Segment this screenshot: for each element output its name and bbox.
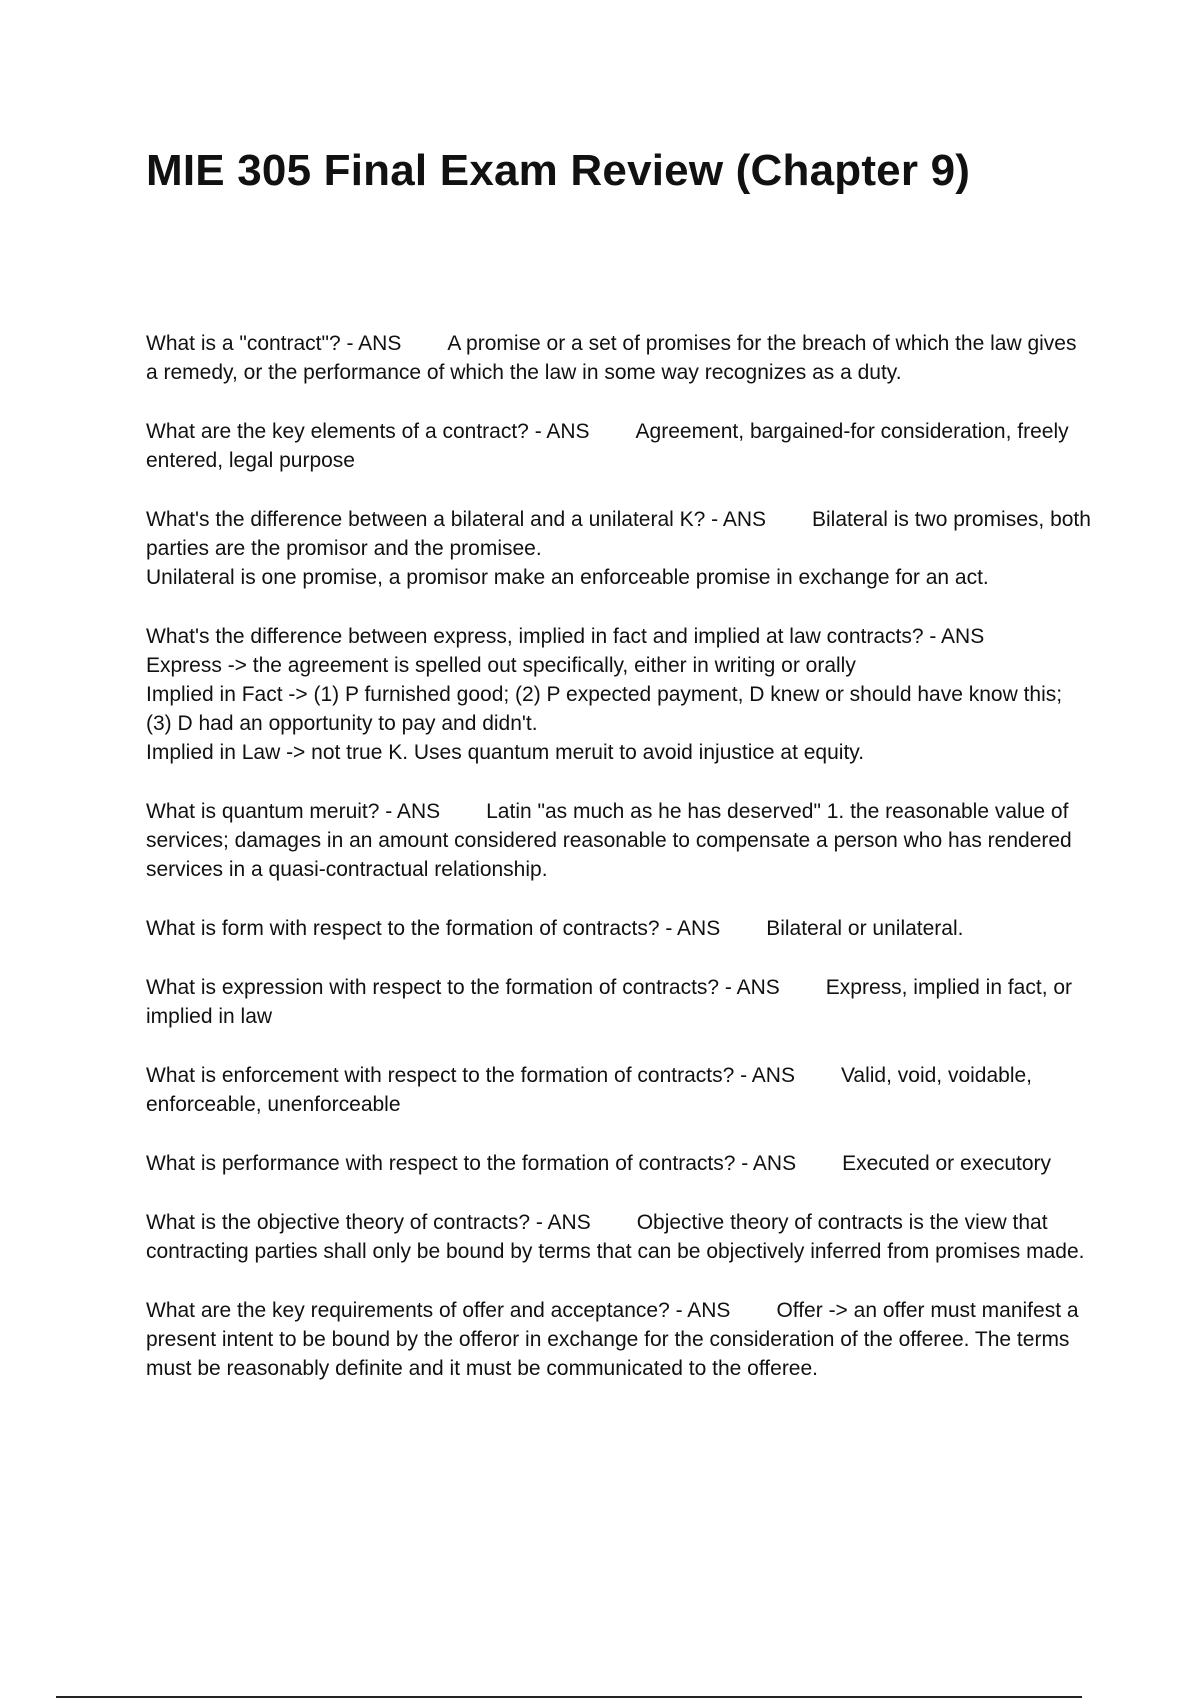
answer-line: Unilateral is one promise, a promisor make an enforceable promise in exchange for an act. [146, 566, 989, 589]
question-text: What is the objective theory of contracts? - ANS [146, 1211, 591, 1234]
qa-item [146, 417, 1091, 475]
question-text: What is enforcement with respect to the formation of contracts? - ANS [146, 1064, 795, 1087]
qa-item [146, 1061, 1091, 1119]
answer-text: Latin "as much as he has deserved" 1. the reasonable value of services; damages in an amount considered reasonable to compensate a person who has rendered services in a quasi-contractual relationship. [146, 800, 1072, 881]
answer-line: Implied in Fact -> (1) P furnished good; (2) P expected payment, D knew or should have know this; (3) D had an opportunity to pay and didn't. [146, 683, 1063, 735]
question-text: What are the key elements of a contract? - ANS [146, 420, 590, 443]
answer-text: A promise or a set of promises for the breach of which the law gives a remedy, or the performance of which the law in some way recognizes as a duty. [146, 332, 1077, 384]
answer-text: Objective theory of contracts is the view that contracting parties shall only be bound by terms that can be objectively inferred from promises made. [146, 1211, 1085, 1263]
answer-text: Bilateral is two promises, both parties are the promisor and the promisee. [146, 508, 1091, 560]
qa-item [146, 1296, 1091, 1383]
answer-text: Bilateral or unilateral. [766, 917, 964, 940]
question-text: What is expression with respect to the formation of contracts? - ANS [146, 976, 780, 999]
qa-item [146, 622, 1091, 767]
qa-item [146, 329, 1091, 387]
question-text: What are the key requirements of offer and acceptance? - ANS [146, 1299, 731, 1322]
question-text: What's the difference between a bilateral and a unilateral K? - ANS [146, 508, 766, 531]
qa-list [146, 329, 1091, 1413]
question-text: What is quantum meruit? - ANS [146, 800, 441, 823]
answer-text: Agreement, bargained-for consideration, freely entered, legal purpose [146, 420, 1069, 472]
answer-line: Implied in Law -> not true K. Uses quantum meruit to avoid injustice at equity. [146, 741, 865, 764]
qa-item [146, 973, 1091, 1031]
question-text: What's the difference between express, implied in fact and implied at law contracts? - ANS [146, 625, 985, 648]
question-text: What is form with respect to the formation of contracts? - ANS [146, 917, 721, 940]
qa-item [146, 1208, 1091, 1266]
qa-item [146, 797, 1091, 884]
qa-item [146, 914, 1091, 943]
answer-line: Express -> the agreement is spelled out specifically, either in writing or orally [146, 654, 856, 677]
question-text: What is a "contract"? - ANS [146, 332, 402, 355]
footer-divider [56, 1696, 1082, 1698]
answer-text: Executed or executory [842, 1152, 1052, 1175]
qa-item [146, 505, 1091, 592]
qa-item [146, 1149, 1091, 1178]
page-title: MIE 305 Final Exam Review (Chapter 9) [146, 146, 971, 195]
answer-text: Valid, void, voidable, enforceable, unenforceable [146, 1064, 1033, 1116]
answer-text: Offer -> an offer must manifest a present intent to be bound by the offeror in exchange for the consideration of the offeree. The terms must be reasonably definite and it must be communicated to the offeree. [146, 1299, 1079, 1380]
question-text: What is performance with respect to the formation of contracts? - ANS [146, 1152, 797, 1175]
answer-text: Express, implied in fact, or implied in law [146, 976, 1073, 1028]
